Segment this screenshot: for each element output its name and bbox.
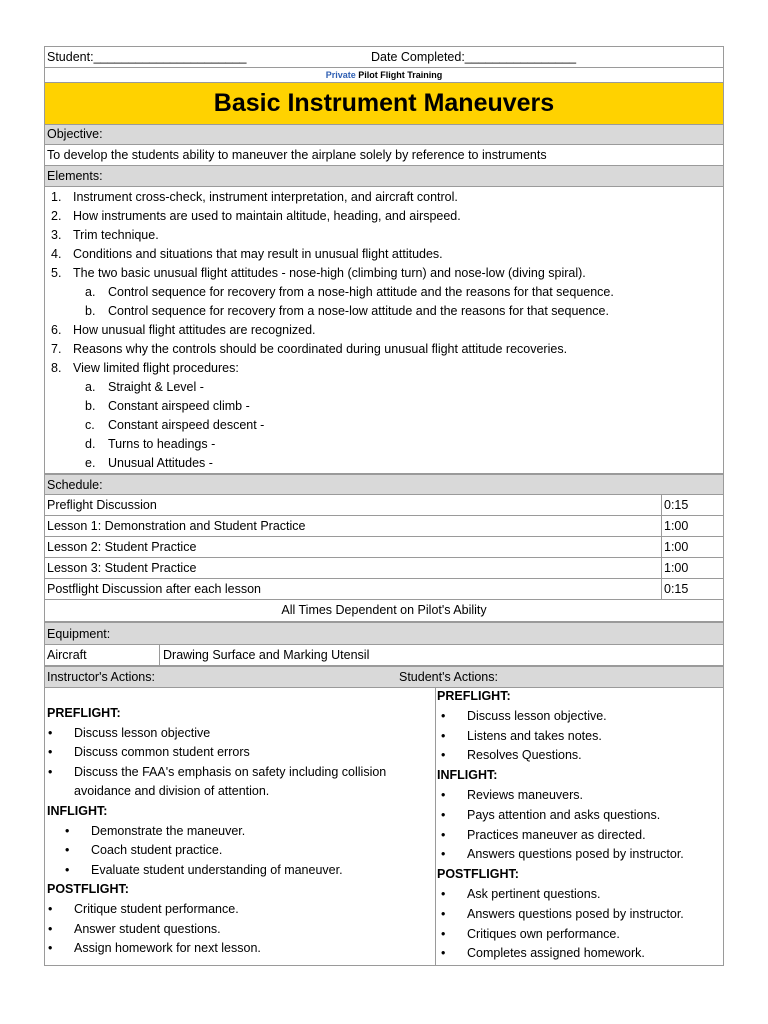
bullet-icon: • bbox=[48, 901, 53, 916]
action-item bbox=[47, 841, 386, 861]
action-item-text: Answers questions posed by instructor. bbox=[467, 847, 684, 862]
bullet-icon: • bbox=[441, 787, 446, 802]
element-item-number: 4. bbox=[51, 247, 62, 261]
element-item bbox=[45, 188, 721, 207]
objective-heading-label: Objective: bbox=[47, 127, 103, 141]
phase-heading: PREFLIGHT: bbox=[437, 689, 511, 703]
phase-heading: POSTFLIGHT: bbox=[47, 882, 129, 897]
elements-list bbox=[44, 187, 724, 474]
action-item bbox=[437, 944, 684, 964]
objective-text bbox=[44, 145, 724, 166]
bullet-icon: • bbox=[65, 823, 70, 838]
action-item-text: Discuss lesson objective bbox=[74, 725, 211, 740]
bullet-icon: • bbox=[441, 946, 446, 961]
element-item-text: Unusual Attitudes - bbox=[108, 456, 213, 470]
action-item-text: Resolves Questions. bbox=[467, 748, 582, 763]
schedule-heading bbox=[44, 474, 724, 495]
schedule-row-time: 0:15 bbox=[661, 495, 688, 515]
schedule-row-label: Lesson 3: Student Practice bbox=[47, 561, 197, 575]
element-item bbox=[45, 302, 721, 321]
element-item-text: Control sequence for recovery from a nose-high attitude and the reasons for that sequence. bbox=[108, 285, 614, 299]
program-prefix: Private bbox=[325, 70, 356, 80]
element-item bbox=[45, 435, 721, 454]
elements-heading-label: Elements: bbox=[47, 169, 103, 183]
action-item-text: Demonstrate the maneuver. bbox=[91, 823, 246, 838]
actions-body bbox=[44, 688, 724, 966]
bullet-icon: • bbox=[48, 941, 53, 956]
equipment-heading bbox=[44, 622, 724, 645]
element-item bbox=[45, 226, 721, 245]
schedule-row-label: Lesson 2: Student Practice bbox=[47, 540, 197, 554]
element-item bbox=[45, 207, 721, 226]
schedule-row bbox=[44, 495, 724, 516]
schedule-row-time: 1:00 bbox=[661, 558, 688, 578]
student-actions-heading: Student's Actions: bbox=[399, 670, 498, 684]
objective-text-label: To develop the students ability to maneuver the airplane solely by reference to instruments bbox=[47, 148, 547, 162]
element-item bbox=[45, 397, 721, 416]
action-item-text: Discuss common student errors bbox=[74, 745, 250, 760]
action-item-text: Answer student questions. bbox=[74, 921, 221, 936]
bullet-icon: • bbox=[441, 827, 446, 842]
objective-heading bbox=[44, 125, 724, 145]
bullet-icon: • bbox=[48, 745, 53, 760]
instructor-actions bbox=[47, 704, 386, 959]
element-item-text: Trim technique. bbox=[73, 228, 159, 242]
element-item-text: Turns to headings - bbox=[108, 437, 216, 451]
instructor-actions-heading: Instructor's Actions: bbox=[47, 670, 155, 684]
action-item-text: Ask pertinent questions. bbox=[467, 886, 601, 901]
schedule-row-time: 1:00 bbox=[661, 537, 688, 557]
program-row bbox=[44, 68, 724, 83]
element-item-text: How instruments are used to maintain altitude, heading, and airspeed. bbox=[73, 209, 461, 223]
equipment-aircraft: Aircraft bbox=[47, 648, 87, 662]
element-item-number: b. bbox=[85, 304, 96, 318]
action-item-text: Assign homework for next lesson. bbox=[74, 941, 261, 956]
bullet-icon: • bbox=[441, 708, 446, 723]
action-item bbox=[437, 786, 684, 806]
action-item bbox=[47, 743, 386, 763]
element-item-text: Constant airspeed climb - bbox=[108, 399, 250, 413]
element-item-text: Reasons why the controls should be coordinated during unusual flight attitude recoveries. bbox=[73, 342, 568, 356]
action-item bbox=[437, 905, 684, 925]
action-item bbox=[437, 746, 684, 766]
element-item bbox=[45, 454, 721, 473]
action-item bbox=[437, 707, 684, 727]
bullet-icon: • bbox=[441, 847, 446, 862]
action-item bbox=[437, 727, 684, 747]
element-item bbox=[45, 321, 721, 340]
schedule-row-label: Lesson 1: Demonstration and Student Practice bbox=[47, 519, 306, 533]
action-item-text: Reviews maneuvers. bbox=[467, 787, 584, 802]
element-item-text: Straight & Level - bbox=[108, 380, 204, 394]
action-item bbox=[47, 861, 386, 881]
bullet-icon: • bbox=[441, 926, 446, 941]
actions-heading bbox=[44, 666, 724, 688]
action-item-text: Completes assigned homework. bbox=[467, 946, 645, 961]
action-item-text: Listens and takes notes. bbox=[467, 728, 602, 743]
phase-heading: PREFLIGHT: bbox=[47, 706, 121, 720]
schedule-row bbox=[44, 579, 724, 600]
action-item bbox=[437, 806, 684, 826]
bullet-icon: • bbox=[48, 725, 53, 740]
element-item-text: View limited flight procedures: bbox=[73, 361, 239, 375]
element-item-number: e. bbox=[85, 456, 96, 470]
schedule-heading-label: Schedule: bbox=[47, 478, 103, 492]
bullet-icon: • bbox=[65, 862, 70, 877]
element-item bbox=[45, 245, 721, 264]
action-item bbox=[47, 920, 386, 940]
schedule-row bbox=[44, 558, 724, 579]
schedule-row-time: 1:00 bbox=[661, 516, 688, 536]
schedule-row-time: 0:15 bbox=[661, 579, 688, 599]
equipment-drawing-surface: Drawing Surface and Marking Utensil bbox=[163, 648, 370, 662]
element-item bbox=[45, 264, 721, 283]
element-item-text: Control sequence for recovery from a nose-low attitude and the reasons for that sequence. bbox=[108, 304, 609, 318]
element-item-number: 8. bbox=[51, 361, 62, 375]
action-item-text: Critiques own performance. bbox=[467, 926, 620, 941]
action-item bbox=[437, 845, 684, 865]
element-item-text: The two basic unusual flight attitudes - nose-high (climbing turn) and nose-low (diving spiral). bbox=[73, 266, 586, 280]
element-item bbox=[45, 378, 721, 397]
element-item-number: b. bbox=[85, 399, 96, 413]
student-actions bbox=[437, 687, 684, 964]
element-item-number: a. bbox=[85, 380, 96, 394]
action-item bbox=[47, 782, 386, 802]
action-item-text: Evaluate student understanding of maneuver. bbox=[91, 862, 343, 877]
element-item-number: 7. bbox=[51, 342, 62, 356]
action-item bbox=[47, 763, 386, 783]
element-item-number: 3. bbox=[51, 228, 62, 242]
element-item bbox=[45, 416, 721, 435]
page-title: Basic Instrument Maneuvers bbox=[44, 83, 724, 125]
action-item bbox=[437, 885, 684, 905]
element-item-number: 1. bbox=[51, 190, 62, 204]
element-item-number: 5. bbox=[51, 266, 62, 280]
bullet-icon: • bbox=[441, 906, 446, 921]
phase-heading: POSTFLIGHT: bbox=[437, 867, 519, 882]
element-item bbox=[45, 359, 721, 378]
element-item-number: c. bbox=[85, 418, 95, 432]
action-item-text: Practices maneuver as directed. bbox=[467, 827, 646, 842]
bullet-icon: • bbox=[441, 886, 446, 901]
element-item-number: 2. bbox=[51, 209, 62, 223]
student-field[interactable]: Student:______________________ bbox=[47, 50, 247, 64]
schedule-row-label: Postflight Discussion after each lesson bbox=[47, 582, 261, 596]
action-item bbox=[47, 900, 386, 920]
element-item-text: How unusual flight attitudes are recognized. bbox=[73, 323, 316, 337]
bullet-icon: • bbox=[65, 843, 70, 858]
student-date-row bbox=[44, 46, 724, 68]
element-item-text: Conditions and situations that may result in unusual flight attitudes. bbox=[73, 247, 443, 261]
phase-heading: INFLIGHT: bbox=[437, 768, 498, 783]
action-item-text: Coach student practice. bbox=[91, 843, 223, 858]
element-item-number: 6. bbox=[51, 323, 62, 337]
action-item bbox=[47, 724, 386, 744]
element-item-text: Instrument cross-check, instrument interpretation, and aircraft control. bbox=[73, 190, 458, 204]
schedule-row bbox=[44, 516, 724, 537]
action-item bbox=[47, 939, 386, 959]
element-item-text: Constant airspeed descent - bbox=[108, 418, 265, 432]
schedule-row bbox=[44, 537, 724, 558]
action-item-text: Critique student performance. bbox=[74, 901, 239, 916]
phase-heading: INFLIGHT: bbox=[47, 803, 108, 818]
schedule-note bbox=[44, 600, 724, 622]
program-name: Pilot Flight Training bbox=[355, 70, 443, 80]
action-item bbox=[47, 822, 386, 842]
schedule-note-label: All Times Dependent on Pilot's Ability bbox=[281, 603, 487, 617]
action-item bbox=[437, 925, 684, 945]
equipment-row bbox=[44, 645, 724, 666]
date-completed-field[interactable]: Date Completed:________________ bbox=[371, 50, 577, 64]
element-item bbox=[45, 283, 721, 302]
action-item-text: Discuss the FAA's emphasis on safety including collision bbox=[74, 764, 387, 779]
element-item-number: a. bbox=[85, 285, 96, 299]
bullet-icon: • bbox=[48, 764, 53, 779]
action-item-text: Discuss lesson objective. bbox=[467, 708, 607, 723]
action-item-text: avoidance and division of attention. bbox=[74, 784, 270, 799]
equipment-heading-label: Equipment: bbox=[47, 627, 111, 641]
schedule-row-label: Preflight Discussion bbox=[47, 498, 157, 512]
bullet-icon: • bbox=[48, 921, 53, 936]
bullet-icon: • bbox=[441, 807, 446, 822]
bullet-icon: • bbox=[441, 748, 446, 763]
element-item-number: d. bbox=[85, 437, 96, 451]
action-item-text: Answers questions posed by instructor. bbox=[467, 906, 684, 921]
bullet-icon: • bbox=[441, 728, 446, 743]
action-item bbox=[437, 826, 684, 846]
elements-heading bbox=[44, 166, 724, 187]
element-item bbox=[45, 340, 721, 359]
action-item-text: Pays attention and asks questions. bbox=[467, 807, 661, 822]
